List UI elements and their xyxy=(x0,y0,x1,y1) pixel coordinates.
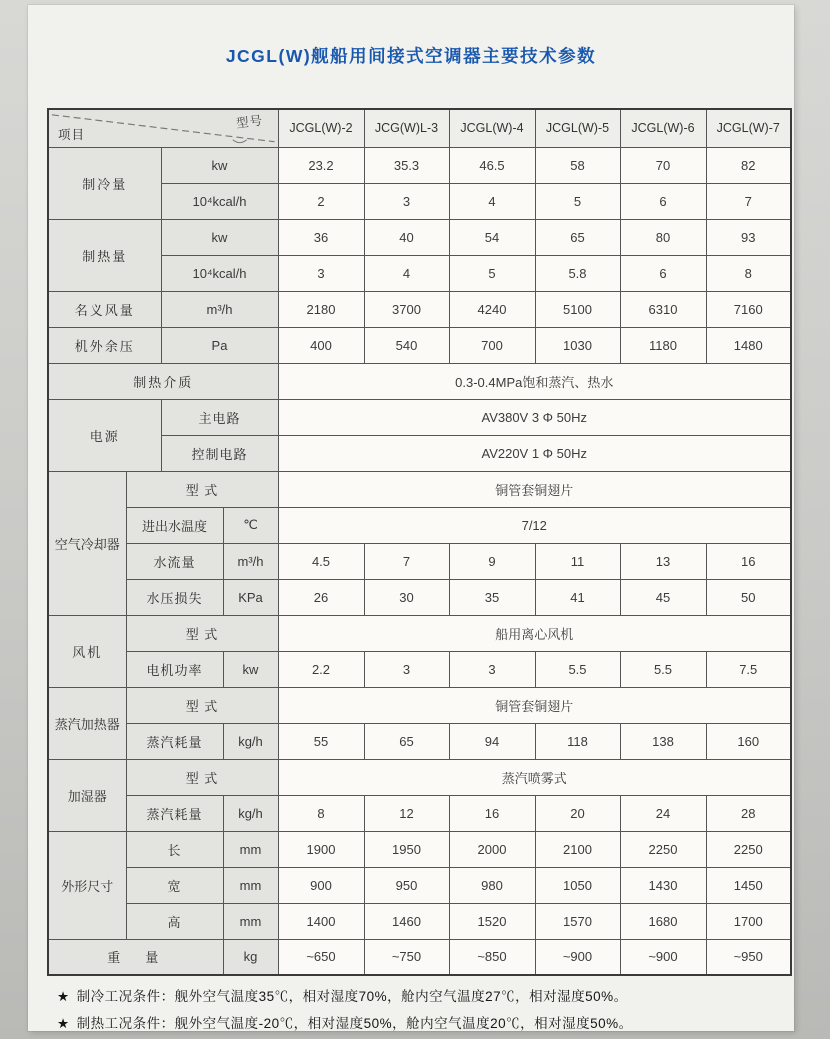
cell-value: 3 xyxy=(449,651,535,687)
cell-value: 16 xyxy=(449,795,535,831)
cell-value: 160 xyxy=(706,723,791,759)
model-header: JCGL(W)-5 xyxy=(535,109,620,147)
unit-label: 10⁴kcal/h xyxy=(161,255,278,291)
sub-label: 蒸汽耗量 xyxy=(126,723,223,759)
spec-table xyxy=(47,108,792,976)
cell-value: 5.8 xyxy=(535,255,620,291)
page-title: JCGL(W)舰船用间接式空调器主要技术参数 xyxy=(225,46,597,66)
cell-value: 7160 xyxy=(706,291,791,327)
cell-value: 40 xyxy=(364,219,449,255)
cell-value: 30 xyxy=(364,579,449,615)
row-aircooler-waterflow xyxy=(48,543,791,579)
row-aircooler-watertemp xyxy=(48,507,791,543)
unit-label: mm xyxy=(223,867,278,903)
cell-value: 13 xyxy=(620,543,706,579)
row-fan-motorpower xyxy=(48,651,791,687)
cell-value: 24 xyxy=(620,795,706,831)
cell-value: 1450 xyxy=(706,867,791,903)
cell-value: 5 xyxy=(449,255,535,291)
cell-value: 4.5 xyxy=(278,543,364,579)
row-heating-medium xyxy=(48,363,791,399)
cell-value: 6 xyxy=(620,183,706,219)
unit-label: Pa xyxy=(161,327,278,363)
cell-value: 3 xyxy=(364,183,449,219)
star-icon: ★ xyxy=(57,1016,70,1031)
sub-label: 电机功率 xyxy=(126,651,223,687)
cell-value: 5.5 xyxy=(535,651,620,687)
cell-value: 4 xyxy=(449,183,535,219)
model-header: JCGL(W)-2 xyxy=(278,109,364,147)
cell-value: 65 xyxy=(535,219,620,255)
sub-label: 水流量 xyxy=(126,543,223,579)
cell-value: 2000 xyxy=(449,831,535,867)
cell-value: 2250 xyxy=(620,831,706,867)
cell-value: 4 xyxy=(364,255,449,291)
cell-value: 1680 xyxy=(620,903,706,939)
unit-label: mm xyxy=(223,831,278,867)
footnote-text: 制热工况条件：舰外空气温度-20℃，相对湿度50%，舱内空气温度20℃，相对湿度50%。 xyxy=(76,1016,633,1031)
group-label-steam-heater: 蒸汽加热器 xyxy=(48,687,126,759)
cell-value: 2100 xyxy=(535,831,620,867)
cell-value: ~900 xyxy=(535,939,620,975)
document-page xyxy=(28,5,794,1031)
cell-merged-value: AV380V 3 Φ 50Hz xyxy=(278,399,791,435)
cell-value: 35.3 xyxy=(364,147,449,183)
cell-value: 400 xyxy=(278,327,364,363)
cell-value: ~900 xyxy=(620,939,706,975)
group-label-air-cooler: 空气冷却器 xyxy=(48,471,126,615)
cell-value: 36 xyxy=(278,219,364,255)
cell-merged-value: 铜管套铜翅片 xyxy=(278,471,791,507)
proofread-mark-icon xyxy=(233,140,247,143)
cell-value: 65 xyxy=(364,723,449,759)
cell-value: 3700 xyxy=(364,291,449,327)
cell-value: 1050 xyxy=(535,867,620,903)
star-icon: ★ xyxy=(57,989,70,1004)
row-dimension-length xyxy=(48,831,791,867)
cell-value: 3 xyxy=(278,255,364,291)
group-label-static-pressure: 机外余压 xyxy=(48,327,161,363)
cell-value: 3 xyxy=(364,651,449,687)
cell-value: 11 xyxy=(535,543,620,579)
row-static-pressure xyxy=(48,327,791,363)
sub-label: 型 式 xyxy=(126,687,278,723)
cell-value: 82 xyxy=(706,147,791,183)
cell-value: 7.5 xyxy=(706,651,791,687)
cell-value: 1950 xyxy=(364,831,449,867)
cell-value: 5.5 xyxy=(620,651,706,687)
cell-value: 980 xyxy=(449,867,535,903)
cell-value: 5 xyxy=(535,183,620,219)
cell-value: 2250 xyxy=(706,831,791,867)
cell-value: 2.2 xyxy=(278,651,364,687)
cell-value: ~750 xyxy=(364,939,449,975)
sub-label: 控制电路 xyxy=(161,435,278,471)
cell-value: 138 xyxy=(620,723,706,759)
cell-value: 1030 xyxy=(535,327,620,363)
table-header-row xyxy=(48,109,791,147)
cell-value: 7 xyxy=(364,543,449,579)
cell-value: 4240 xyxy=(449,291,535,327)
group-label-fan: 风机 xyxy=(48,615,126,687)
sub-label: 水压损失 xyxy=(126,579,223,615)
cell-value: 2 xyxy=(278,183,364,219)
cell-merged-value: 铜管套铜翅片 xyxy=(278,687,791,723)
unit-label: m³/h xyxy=(223,543,278,579)
model-header: JCGL(W)-4 xyxy=(449,109,535,147)
cell-value: 46.5 xyxy=(449,147,535,183)
unit-label: kg xyxy=(223,939,278,975)
sub-label: 进出水温度 xyxy=(126,507,223,543)
cell-value: 16 xyxy=(706,543,791,579)
cell-value: 8 xyxy=(278,795,364,831)
group-label-weight: 重 量 xyxy=(48,939,223,975)
group-label-humidifier: 加湿器 xyxy=(48,759,126,831)
group-label-power: 电源 xyxy=(48,399,161,471)
cell-value: 1180 xyxy=(620,327,706,363)
row-weight xyxy=(48,939,791,975)
cell-value: 2180 xyxy=(278,291,364,327)
row-steamheater-type xyxy=(48,687,791,723)
cell-value: 118 xyxy=(535,723,620,759)
cell-value: 5100 xyxy=(535,291,620,327)
cell-value: 540 xyxy=(364,327,449,363)
corner-model-label: 型号 xyxy=(235,113,265,131)
cell-value: 9 xyxy=(449,543,535,579)
cell-value: 94 xyxy=(449,723,535,759)
cell-value: 1430 xyxy=(620,867,706,903)
cell-merged-value: 蒸汽喷雾式 xyxy=(278,759,791,795)
footnotes xyxy=(57,983,777,1037)
sub-label: 型 式 xyxy=(126,759,278,795)
unit-label: mm xyxy=(223,903,278,939)
row-aircooler-type xyxy=(48,471,791,507)
cell-value: 54 xyxy=(449,219,535,255)
corner-cell xyxy=(48,109,278,147)
unit-label: 10⁴kcal/h xyxy=(161,183,278,219)
footnote-heating-condition xyxy=(57,1010,777,1037)
cell-value: 93 xyxy=(706,219,791,255)
cell-value: 7 xyxy=(706,183,791,219)
cell-value: 58 xyxy=(535,147,620,183)
sub-label: 高 xyxy=(126,903,223,939)
cell-value: 1700 xyxy=(706,903,791,939)
cell-value: 23.2 xyxy=(278,147,364,183)
unit-label: kw xyxy=(223,651,278,687)
cell-value: 55 xyxy=(278,723,364,759)
cell-value: 35 xyxy=(449,579,535,615)
cell-merged-value: AV220V 1 Φ 50Hz xyxy=(278,435,791,471)
cell-value: ~850 xyxy=(449,939,535,975)
cell-value: 26 xyxy=(278,579,364,615)
cell-value: 950 xyxy=(364,867,449,903)
cell-value: 12 xyxy=(364,795,449,831)
cell-value: 1480 xyxy=(706,327,791,363)
cell-merged-value: 7/12 xyxy=(278,507,791,543)
cell-value: 700 xyxy=(449,327,535,363)
group-label-dimensions: 外形尺寸 xyxy=(48,831,126,939)
sub-label: 长 xyxy=(126,831,223,867)
unit-label: KPa xyxy=(223,579,278,615)
row-power-main xyxy=(48,399,791,435)
row-aircooler-pressureloss xyxy=(48,579,791,615)
row-airflow xyxy=(48,291,791,327)
model-header: JCG(W)L-3 xyxy=(364,109,449,147)
row-heating-kw xyxy=(48,219,791,255)
unit-label: kw xyxy=(161,147,278,183)
group-label-heating: 制热量 xyxy=(48,219,161,291)
sub-label: 主电路 xyxy=(161,399,278,435)
unit-label: kg/h xyxy=(223,723,278,759)
model-header: JCGL(W)-7 xyxy=(706,109,791,147)
cell-value: 6 xyxy=(620,255,706,291)
cell-value: 70 xyxy=(620,147,706,183)
cell-value: 8 xyxy=(706,255,791,291)
cell-value: 28 xyxy=(706,795,791,831)
cell-value: 1520 xyxy=(449,903,535,939)
row-humidifier-consumption xyxy=(48,795,791,831)
cell-value: 80 xyxy=(620,219,706,255)
row-dimension-height xyxy=(48,903,791,939)
row-cooling-kw xyxy=(48,147,791,183)
row-steamheater-consumption xyxy=(48,723,791,759)
group-label-airflow: 名义风量 xyxy=(48,291,161,327)
footnote-text: 制冷工况条件：舰外空气温度35℃，相对湿度70%，舱内空气温度27℃，相对湿度50%。 xyxy=(76,989,628,1004)
cell-value: ~650 xyxy=(278,939,364,975)
cell-value: ~950 xyxy=(706,939,791,975)
cell-value: 900 xyxy=(278,867,364,903)
cell-value: 50 xyxy=(706,579,791,615)
corner-item-label: 项目 xyxy=(58,127,86,142)
unit-label: kg/h xyxy=(223,795,278,831)
cell-value: 1460 xyxy=(364,903,449,939)
group-label-cooling: 制冷量 xyxy=(48,147,161,219)
row-fan-type xyxy=(48,615,791,651)
group-label-heating-medium: 制热介质 xyxy=(48,363,278,399)
cell-value: 6310 xyxy=(620,291,706,327)
row-humidifier-type xyxy=(48,759,791,795)
sub-label: 型 式 xyxy=(126,615,278,651)
model-header: JCGL(W)-6 xyxy=(620,109,706,147)
cell-merged-value: 0.3-0.4MPa饱和蒸汽、热水 xyxy=(278,363,791,399)
cell-value: 41 xyxy=(535,579,620,615)
footnote-cooling-condition xyxy=(57,983,777,1010)
sub-label: 型 式 xyxy=(126,471,278,507)
cell-value: 1400 xyxy=(278,903,364,939)
cell-merged-value: 船用离心风机 xyxy=(278,615,791,651)
row-dimension-width xyxy=(48,867,791,903)
sub-label: 蒸汽耗量 xyxy=(126,795,223,831)
unit-label: ℃ xyxy=(223,507,278,543)
cell-value: 1570 xyxy=(535,903,620,939)
cell-value: 20 xyxy=(535,795,620,831)
unit-label: m³/h xyxy=(161,291,278,327)
sub-label: 宽 xyxy=(126,867,223,903)
cell-value: 45 xyxy=(620,579,706,615)
unit-label: kw xyxy=(161,219,278,255)
cell-value: 1900 xyxy=(278,831,364,867)
